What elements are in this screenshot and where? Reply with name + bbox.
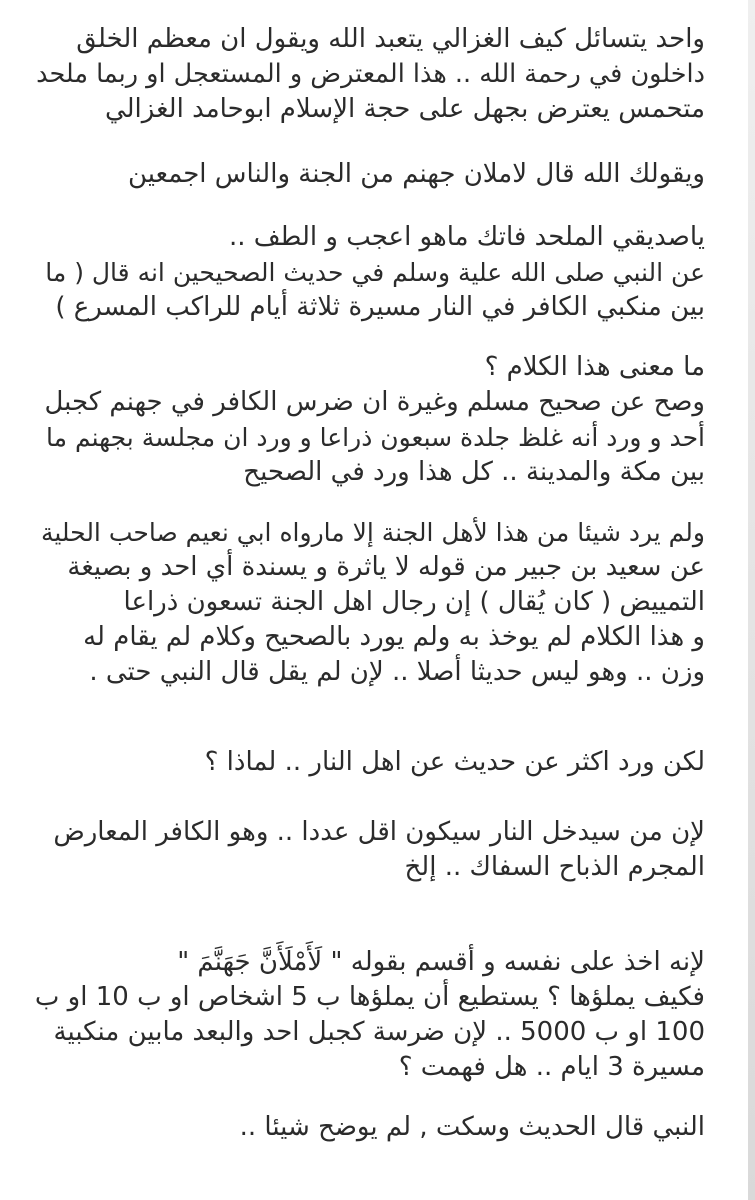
text-line: ويقولك الله قال لاملان جهنم من الجنة والناس اجمعين (128, 159, 705, 189)
text-line: وزن .. وهو ليس حديثا أصلا .. لإن لم يقل قال النبي حتى . (89, 657, 705, 687)
text-line: مسيرة 3 ايام .. هل فهمت ؟ (398, 1052, 705, 1082)
text-line: لإن من سيدخل النار سيكون اقل عددا .. وهو الكافر المعارض (53, 817, 705, 847)
paragraph-meaning (35, 350, 705, 490)
text-line: و هذا الكلام لم يوخذ به ولم يورد بالصحيح وكلام لم يقام له (83, 622, 705, 652)
text-line: 100 او ب 5000 .. لإن ضرسة كجبل احد والبعد مابين منكبية (53, 1017, 705, 1047)
text-line: بين منكبي الكافر في النار مسيرة ثلاثة أيام للراكب المسرع ) (55, 292, 705, 322)
text-line: أحد و ورد أنه غلظ جلدة سبعون ذراعا و ورد ان مجلسة بجهنم ما (45, 423, 705, 452)
text-line: التمييض ( كان يُقال ) إن رجال اهل الجنة تسعون ذراعا (123, 587, 705, 617)
paragraph-hadith-shoulders (35, 220, 705, 325)
text-line: فكيف يملؤها ؟ يستطيع أن يملؤها ب 5 اشخاص او ب 10 او ب (34, 982, 705, 1012)
text-line: بين مكة والمدينة .. كل هذا ورد في الصحيح (243, 457, 705, 487)
text-line: لكن ورد اكثر عن حديث عن اهل النار .. لماذا ؟ (204, 747, 705, 777)
text-line: ياصديقي الملحد فاتك ماهو اعجب و الطف .. (228, 222, 705, 252)
paragraph-quote (35, 157, 705, 192)
text-line: عن النبي صلى الله علية وسلم في حديث الصحيحين انه قال ( ما (45, 258, 705, 287)
text-line: المجرم الذباح السفاك .. إلخ (404, 852, 705, 882)
text-line: ولم يرد شيئا من هذا لأهل الجنة إلا مارواه ابي نعيم صاحب الحلية (40, 518, 705, 547)
text-line: متحمس يعترض بجهل على حجة الإسلام ابوحامد الغزالي (104, 94, 705, 124)
paragraph-conclusion (35, 1110, 705, 1145)
text-line: ما معنى هذا الكلام ؟ (484, 352, 705, 382)
text-line: وصح عن صحيح مسلم وغيرة ان ضرس الكافر في جهنم كجبل (44, 387, 705, 417)
paragraph-ghazali-intro (35, 22, 705, 127)
text-line: لإنه اخذ على نفسه و أقسم بقوله " لَأَمْلَأَنَّ جَهَنَّمَ " (177, 947, 705, 977)
text-line: عن سعيد بن جبير من قوله لا ياثرة و يسندة أي احد و بصيغة (67, 552, 705, 582)
text-line: النبي قال الحديث وسكت , لم يوضح شيئا .. (239, 1112, 705, 1142)
paragraph-paradise (35, 515, 705, 690)
paragraph-answer (35, 815, 705, 885)
text-line: داخلون في رحمة الله .. هذا المعترض و المستعجل او ربما ملحد (36, 59, 705, 89)
paragraph-oath (35, 945, 705, 1085)
paragraph-why-question (35, 745, 705, 780)
text-line: واحد يتسائل كيف الغزالي يتعبد الله ويقول ان معظم الخلق (76, 24, 705, 54)
scroll-edge (748, 0, 755, 1200)
